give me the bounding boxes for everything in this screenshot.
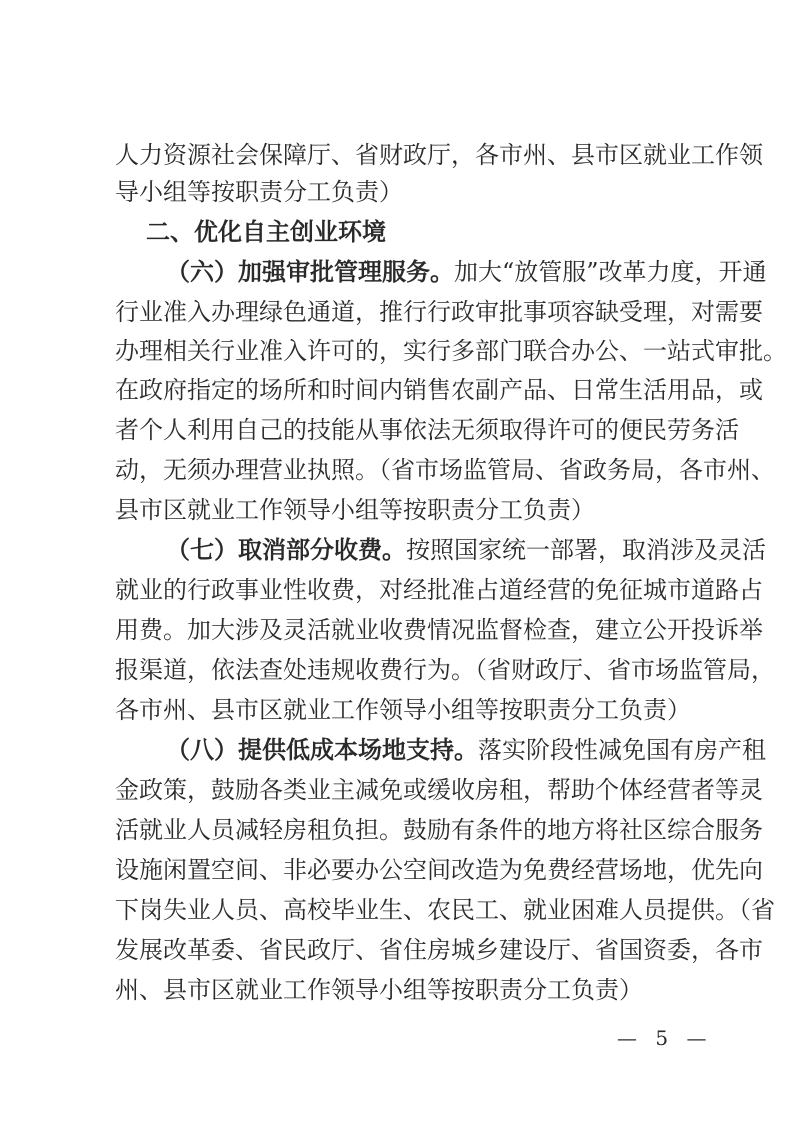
item-lead: （六）加强审批管理服务。 <box>166 257 454 286</box>
text-line: 用费。加大涉及灵活就业收费情况监督检查，建立公开投诉举 <box>115 616 763 644</box>
text-line: 报渠道，依法查处违规收费行为。（省财政厅、省市场监管局， <box>115 656 775 684</box>
text-line: 州、县市区就业工作领导小组等按职责分工负责） <box>115 976 643 1004</box>
item-lead: （七）取消部分收费。 <box>166 535 406 564</box>
text-line: 发展改革委、省民政厅、省住房城乡建设厅、省国资委，各市 <box>115 936 763 964</box>
section-heading: 二、优化自主创业环境 <box>146 217 386 246</box>
text-line: 金政策，鼓励各类业主减免或缓收房租，帮助个体经营者等灵 <box>115 776 763 804</box>
text-line: 各市州、县市区就业工作领导小组等按职责分工负责） <box>115 696 691 724</box>
text-line: 就业的行政事业性收费，对经批准占道经营的免征城市道路占 <box>115 576 763 604</box>
text-line: 在政府指定的场所和时间内销售农副产品、日常生活用品，或 <box>115 376 763 404</box>
item-text: 落实阶段性减免国有房产租 <box>478 736 766 764</box>
paragraph-first-line <box>166 730 766 770</box>
item-lead: （八）提供低成本场地支持。 <box>166 735 478 764</box>
paragraph-first-line <box>166 530 766 570</box>
item-text: 按照国家统一部署，取消涉及灵活 <box>406 536 766 564</box>
text-line: 者个人利用自己的技能从事依法无须取得许可的便民劳务活 <box>115 416 739 444</box>
text-line: 办理相关行业准入许可的，实行多部门联合办公、一站式审批。 <box>115 337 787 365</box>
page-number: — 5 — <box>617 1026 713 1050</box>
text-line: 下岗失业人员、高校毕业生、农民工、就业困难人员提供。（省 <box>115 896 775 924</box>
text-line: 导小组等按职责分工负责） <box>115 178 403 206</box>
text-line: 县市区就业工作领导小组等按职责分工负责） <box>115 496 595 524</box>
text-line: 动，无须办理营业执照。（省市场监管局、省政务局，各市州、 <box>115 456 775 484</box>
text-line: 活就业人员减轻房租负担。鼓励有条件的地方将社区综合服务 <box>115 816 763 844</box>
item-text: 加大“放管服”改革力度，开通 <box>454 258 767 286</box>
text-line: 设施闲置空间、非必要办公空间改造为免费经营场地，优先向 <box>115 856 763 884</box>
text-line: 人力资源社会保障厅、省财政厅，各市州、县市区就业工作领 <box>115 141 763 169</box>
paragraph-first-line <box>166 252 767 292</box>
text-line: 行业准入办理绿色通道，推行行政审批事项容缺受理，对需要 <box>115 298 763 326</box>
